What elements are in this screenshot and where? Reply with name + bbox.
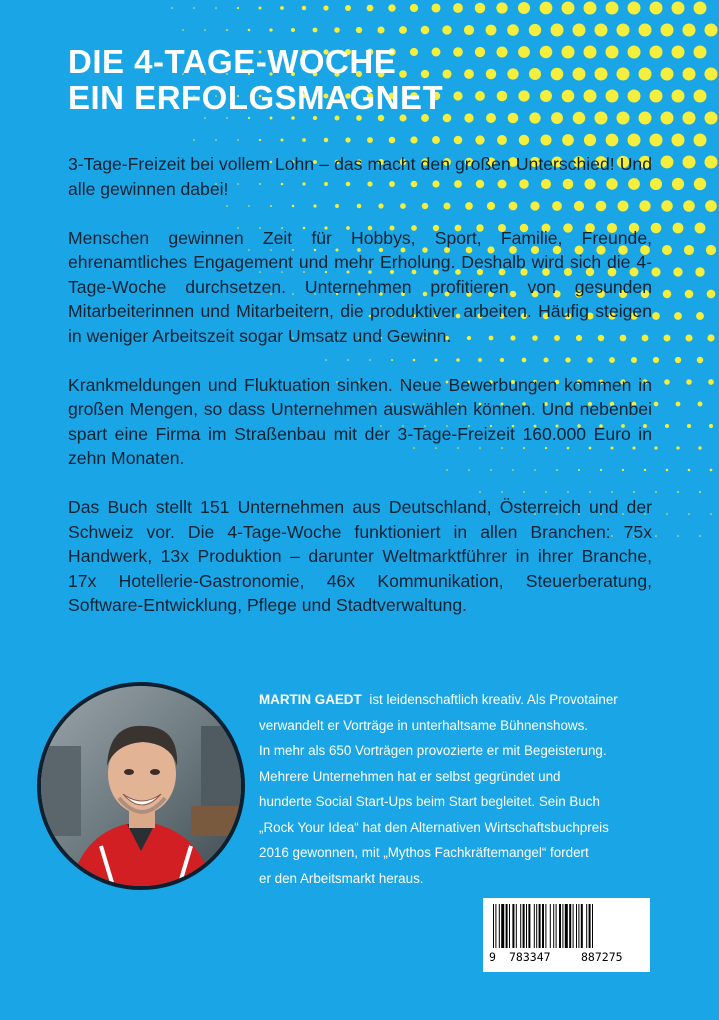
paragraph-benefits: Menschen gewinnen Zeit für Hobbys, Sport, Familie, Freunde, ehrenamtliches Engagement und mehr Erholung. Deshalb wird sich die 4-Tage-Woche durchsetzen. Unternehmen profitieren von gesunden Mitarbeiterinnen und Mitarbeitern, die produktiver arbeiten. Häufig steigen in weniger Arbeitszeit sogar Umsatz und Gewinn. [68,227,652,346]
title-line-2: EIN ERFOLGSMAGNET [68,79,444,116]
author-name: MARTIN GAEDT [259,692,362,707]
author-photo [37,682,245,890]
barcode-group-left: 783347 [509,950,551,964]
author-bio [259,687,659,891]
bio-line-3: In mehr als 650 Vorträgen provozierte er mit Begeisterung. [259,743,607,758]
paragraph-companies: Krankmeldungen und Fluktuation sinken. Neue Bewerbungen kommen in großen Mengen, so dass Unternehmen auswählen können. Und nebenbei spart eine Firma im Straßenbau mit der 3-Tage-Freizeit 160.000 Euro in zehn Monaten. [68,374,652,468]
bio-line-4: Mehrere Unternehmen hat er selbst gegründet und [259,768,561,784]
barcode-group-right: 887275 [581,950,623,964]
bio-line-7: 2016 gewonnen, mit „Mythos Fachkräftemangel“ fordert [259,845,589,860]
bio-line-5: hunderte Social Start-Ups beim Start begleitet. Sein Buch [259,794,600,809]
bio-line-8: er den Arbeitsmarkt heraus. [259,870,424,886]
barcode-digit-first: 9 [489,950,496,964]
paragraph-book: Das Buch stellt 151 Unternehmen aus Deutschland, Österreich und der Schweiz vor. Die 4-Tage-Woche funktioniert in allen Branchen: 75x Handwerk, 13x Produktion – darunter Weltmarktführer in ihrer Branche, 17x Hotellerie-Gastronomie, 46x Kommunikation, Steuerberatung, Software-Entwicklung, Pflege und Stadtverwaltung. [68,497,652,615]
title-line-1: DIE 4-TAGE-WOCHE [68,43,397,80]
book-title [68,44,443,116]
bio-line-2: verwandelt er Vorträge in unterhaltsame Bühnenshows. [259,717,589,733]
isbn-barcode [483,898,650,972]
bio-line-6: „Rock Your Idea“ hat den Alternativen Wirtschaftsbuchpreis [259,819,609,835]
barcode-bars [493,904,640,950]
blurb-text [68,152,652,618]
bio-line-1: MARTIN GAEDT ist leidenschaftlich kreativ. Als Provotainer [259,692,618,707]
paragraph-intro: 3-Tage-Freizeit bei vollem Lohn – das macht den großen Unterschied! Und alle gewinnen dabei! [68,154,652,199]
